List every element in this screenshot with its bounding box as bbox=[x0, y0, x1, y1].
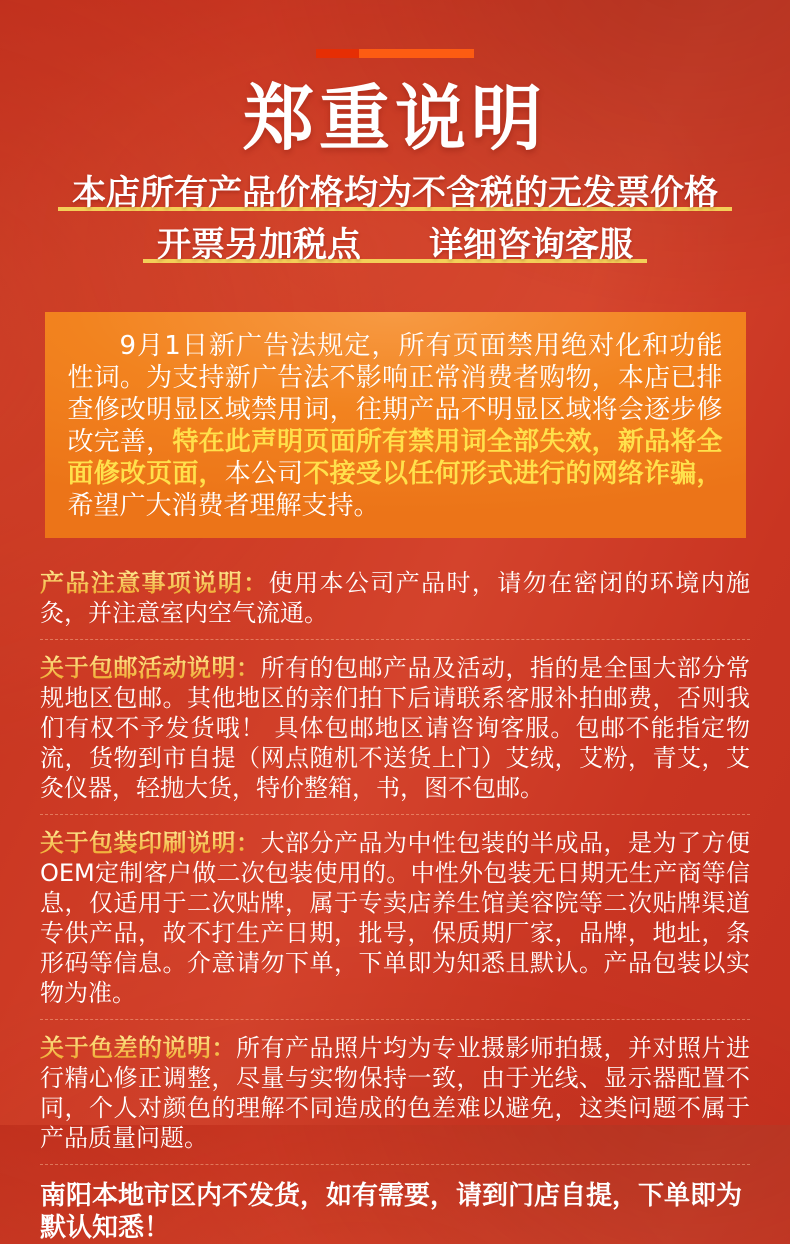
price-notice-line-2: 开票另加税点 详细咨询客服 bbox=[0, 222, 790, 274]
section-heading: 产品注意事项说明： bbox=[40, 569, 269, 598]
section-packaging-note bbox=[40, 815, 750, 1020]
decoration-bar-right-segment bbox=[359, 49, 474, 58]
notice-segment-highlight: 特在此声明页面所有禁用词全部失效，新品将全面修改页面， bbox=[67, 427, 723, 490]
section-heading: 关于色差的说明： bbox=[40, 1034, 236, 1063]
price-notice-line-1: 本店所有产品价格均为不含税的无发票价格 bbox=[0, 170, 790, 222]
notice-segment: 本公司 bbox=[224, 459, 304, 490]
section-heading: 关于包装印刷说明： bbox=[40, 829, 261, 858]
section-body: 使用本公司产品时，请勿在密闭的环境内施灸，并注意室内空气流通。 bbox=[40, 569, 751, 628]
notice-segment-highlight: 不接受以任何形式进行的网络诈骗， bbox=[303, 459, 723, 490]
ad-law-notice-box bbox=[45, 312, 746, 538]
notice-segment: 希望广大消费者理解支持。 bbox=[67, 491, 380, 522]
section-body: 大部分产品为中性包装的半成品，是为了方便OEM定制客户做二次包装使用的。中性外包装无日期无生产商等信息，仅适用于二次贴牌，属于专卖店养生馆美容院等二次贴牌渠道专供产品，故不打生产日期，批号，保质期厂家，品牌，地址，条形码等信息。介意请勿下单，下单即为知悉且默认。产品包装以实物为准。 bbox=[40, 829, 750, 1008]
section-product-usage-note bbox=[40, 568, 750, 640]
local-pickup-note: 南阳本地市区内不发货，如有需要，请到门店自提，下单即为默认知悉！ bbox=[40, 1181, 743, 1244]
price-notice bbox=[0, 170, 790, 274]
ad-law-notice-text bbox=[68, 330, 723, 522]
decoration-bar-left-segment bbox=[316, 49, 359, 58]
section-heading: 关于包邮活动说明： bbox=[40, 654, 261, 683]
section-body: 所有的包邮产品及活动，指的是全国大部分常规地区包邮。其他地区的亲们拍下后请联系客服补拍邮费，否则我们有权不予发货哦！ 具体包邮地区请咨询客服。包邮不能指定物流，货物到市自提（网点随机不送货上门）艾绒，艾粉，青艾，艾灸仪器，轻抛大货，特价整箱，书，图不包邮。 bbox=[40, 654, 750, 803]
page-title: 郑重说明 bbox=[242, 77, 547, 160]
notice-segment: 9月1日新广告法规定，所有页面禁用绝对化和功能性词。为支持新广告法不影响正常消费者购物，本店已排查修改明显区域禁用词，往期产品不明显区域将会逐步修改完善， bbox=[67, 331, 723, 458]
section-body: 所有产品照片均为专业摄影师拍摄，并对照片进行精心修正调整，尽量与实物保持一致，由于光线、显示器配置不同，个人对颜色的理解不同造成的色差难以避免，这类问题不属于产品质量问题。 bbox=[40, 1034, 750, 1153]
decoration-bar bbox=[316, 49, 474, 58]
section-shipping-note bbox=[40, 640, 750, 815]
section-color-difference-note bbox=[40, 1020, 750, 1165]
